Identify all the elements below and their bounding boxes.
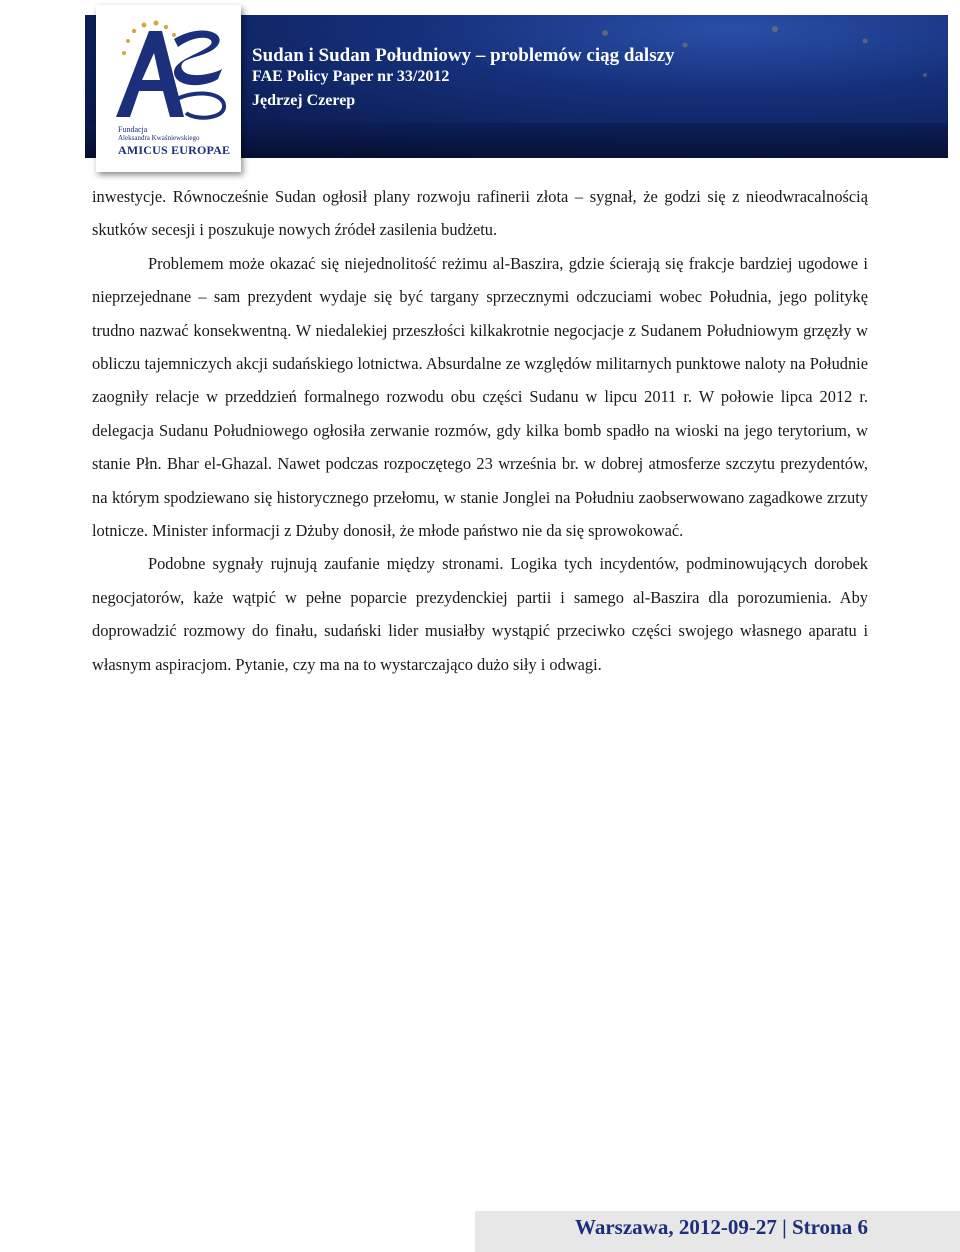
document-title: Sudan i Sudan Południowy – problemów ciąg dalszy: [252, 45, 675, 66]
paragraph: Podobne sygnały rujnują zaufanie między stronami. Logika tych incydentów, podminowujących dorobek negocjatorów, każe wątpić w pełne poparcie prezydenckiej partii i samego al-Baszira dla porozumienia. Aby doprowadzić rozmowy do finału, sudański lider musiałby wystąpić przeciwko części swojego własnego aparatu i własnym aspiracjom. Pytanie, czy ma na to wystarczająco dużo siły i odwagi.: [92, 554, 868, 674]
document-series: FAE Policy Paper nr 33/2012: [252, 68, 450, 85]
page-header: [0, 0, 960, 175]
foundation-logo: [96, 5, 241, 172]
logo-foundation-label: Fundacja: [118, 125, 148, 134]
logo-brand-label: AMICUS EUROPAE: [118, 143, 231, 157]
footer-date-page: Warszawa, 2012-09-27 | Strona 6: [575, 1215, 868, 1239]
document-author: Jędrzej Czerep: [252, 92, 356, 109]
body-text: [92, 180, 868, 681]
paragraph: Problemem może okazać się niejednolitość reżimu al-Baszira, gdzie ścierają się frakcje bardziej ugodowe i nieprzejednane – sam prezydent wydaje się być targany sprzecznymi odczuciami wobec Południa, jego politykę trudno nazwać konsekwentną. W niedalekiej przeszłości kilkakrotnie negocjacje z Sudanem Południowym grzęzły w obliczu tajemniczych akcji sudańskiego lotnictwa. Absurdalne ze względów militarnych punktowe naloty na Południe zaogniły relacje w przeddzień formalnego rozwodu obu części Sudanu w lipcu 2011 r. W połowie lipca 2012 r. delegacja Sudanu Południowego ogłosiła zerwanie rozmów, gdy kilka bomb spadło na wioski na jego terytorium, w stanie Płn. Bhar el-Ghazal. Nawet podczas rozpoczętego 23 września br. w dobrej atmosferze szczytu prezydentów, na którym spodziewano się historycznego przełomu, w stanie Jonglei na Południu zaobserwowano zagadkowe zrzuty lotnicze. Minister informacji z Dżuby donosił, że młode państwo nie da się sprowokować.: [92, 253, 868, 541]
ae-monogram-logo: [104, 17, 234, 127]
paragraph: inwestycje. Równocześnie Sudan ogłosił plany rozwoju rafinerii złota – sygnał, że godzi się z nieodwracalnością skutków secesji i poszukuje nowych źródeł zasilenia budżetu.: [92, 187, 868, 240]
logo-name-label: Aleksandra Kwaśniewskiego: [118, 134, 200, 142]
